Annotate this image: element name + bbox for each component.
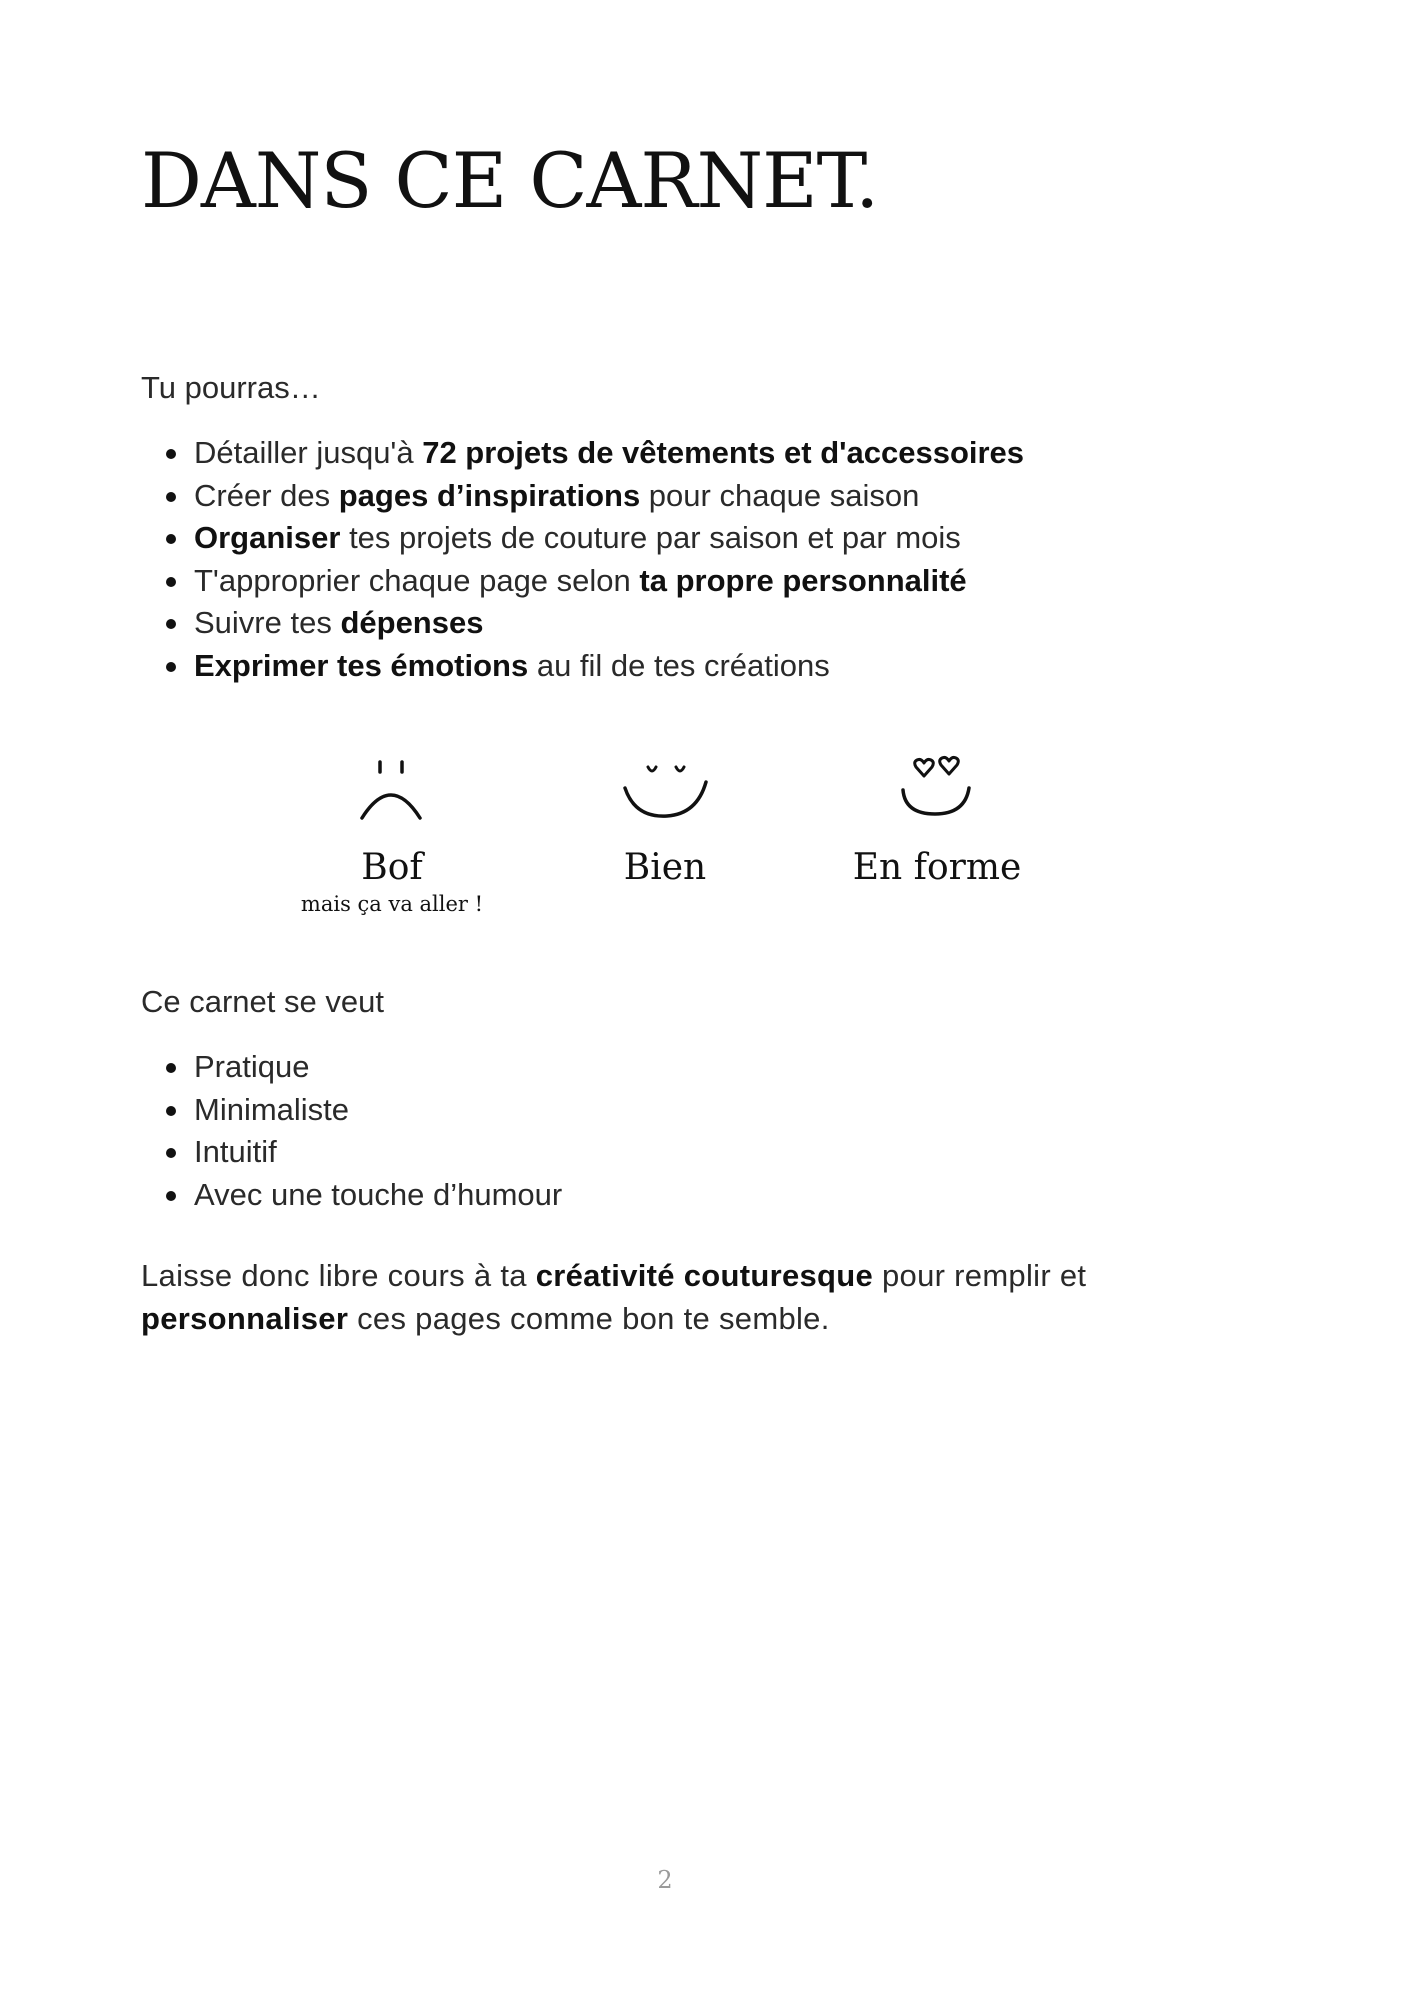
- conclusion-paragraph: Laisse donc libre cours à ta créativité couturesque pour remplir et personnaliser ces pages comme bon te semble.: [141, 1258, 1087, 1336]
- page-number: 2: [657, 1866, 673, 1894]
- list-item: T'approprier chaque page selon ta propre personnalité: [141, 560, 1024, 603]
- mood-label: En forme: [852, 847, 1022, 888]
- list-item: Suivre tes dépenses: [141, 602, 1024, 645]
- mood-bien: [535, 752, 795, 886]
- mood-label: Bien: [623, 847, 707, 888]
- list-item: Minimaliste: [141, 1089, 562, 1132]
- heart-eyes-face-icon: [887, 752, 987, 822]
- mood-bof: [262, 752, 522, 916]
- page-title: DANS CE CARNET.: [141, 136, 879, 225]
- smile-face-icon: [615, 752, 715, 822]
- qualities-list: [141, 1046, 562, 1216]
- list-item: Avec une touche d’humour: [141, 1174, 562, 1217]
- list-item: Créer des pages d’inspirations pour chaque saison: [141, 475, 1024, 518]
- sad-face-icon: [342, 752, 442, 822]
- mood-label: Bof: [361, 847, 423, 888]
- list-item: Pratique: [141, 1046, 562, 1089]
- list-item: Intuitif: [141, 1131, 562, 1174]
- intro-text: Tu pourras…: [141, 370, 321, 405]
- list-item: Organiser tes projets de couture par saison et par mois: [141, 517, 1024, 560]
- section-intro: Ce carnet se veut: [141, 984, 384, 1019]
- mood-en-forme: [807, 752, 1067, 886]
- list-item: Détailler jusqu'à 72 projets de vêtements et d'accessoires: [141, 432, 1024, 475]
- mood-sublabel: mais ça va aller !: [300, 892, 484, 916]
- features-list: [141, 432, 1024, 688]
- list-item: Exprimer tes émotions au fil de tes créations: [141, 645, 1024, 688]
